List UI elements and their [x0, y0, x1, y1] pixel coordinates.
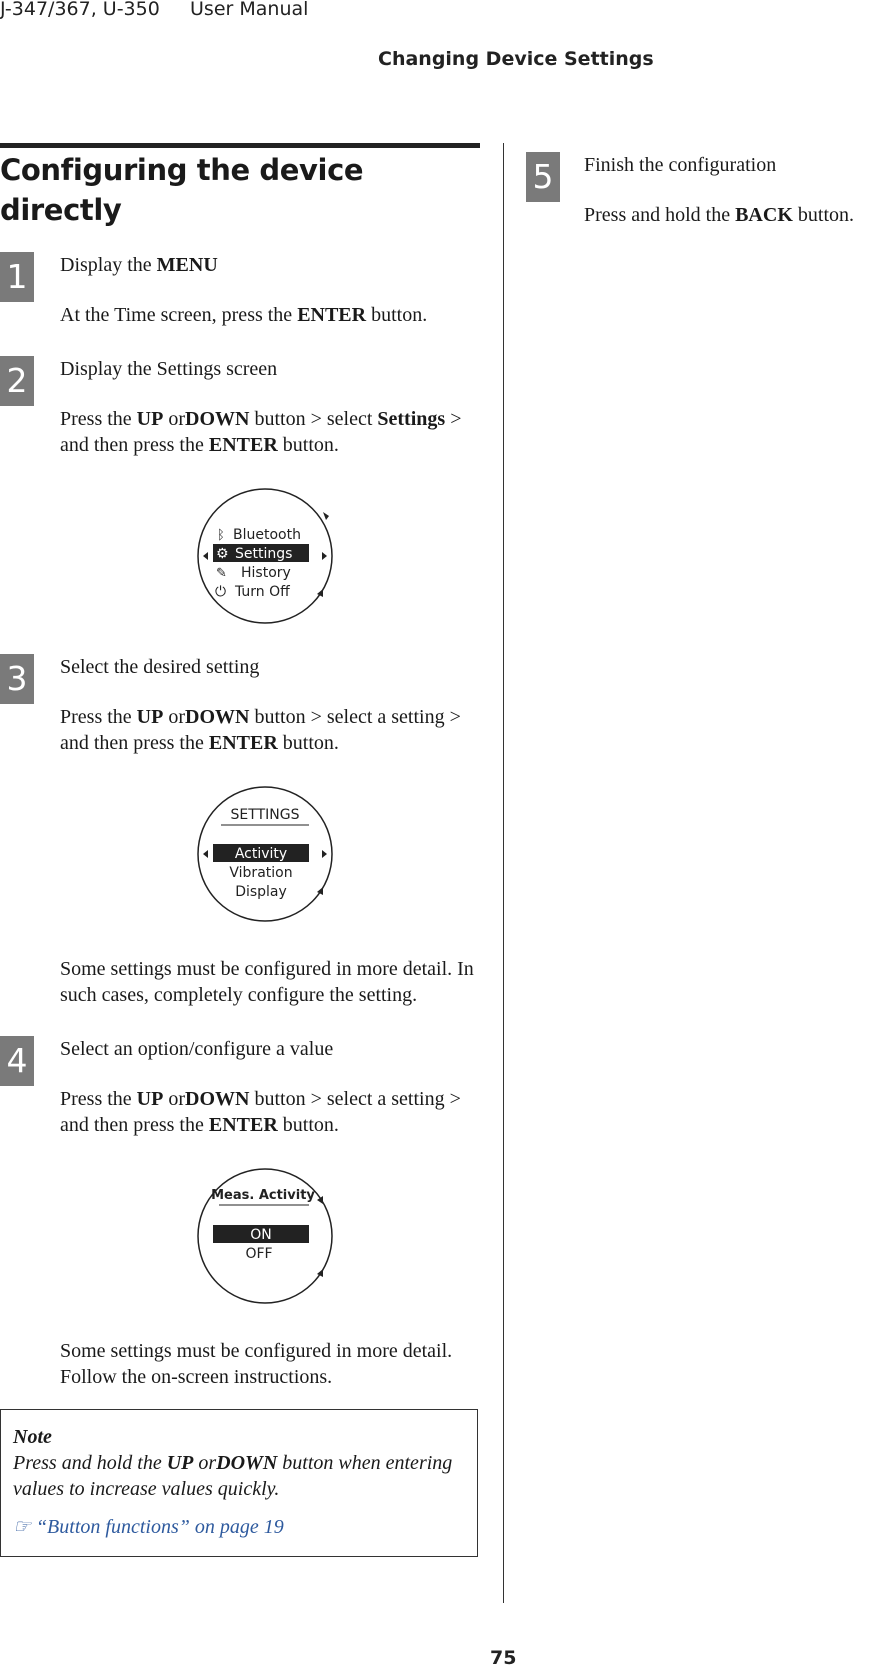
step-2	[0, 356, 480, 626]
page-number: 75	[490, 1647, 517, 1669]
step-number-badge: 3	[0, 654, 34, 704]
bluetooth-icon: ᛒ	[217, 528, 225, 543]
option-on: ON	[250, 1227, 272, 1243]
step-body: Press the UP orDOWN button > select a setting > and then press the ENTER button.	[60, 1088, 461, 1136]
history-icon: ✎	[216, 566, 227, 581]
menu-item-display: Display	[235, 884, 287, 900]
step-number-badge: 5	[526, 152, 560, 202]
step-heading: Select the desired setting	[60, 656, 260, 678]
watch-screen-menu	[195, 486, 335, 626]
note-link-text[interactable]: “Button functions” on page 19	[35, 1516, 284, 1538]
step-5	[526, 152, 876, 228]
right-column	[526, 152, 876, 228]
menu-item-activity: Activity	[234, 846, 288, 862]
menu-item-vibration: Vibration	[229, 865, 293, 881]
step-number-badge: 2	[0, 356, 34, 406]
menu-item-bluetooth: Bluetooth	[233, 527, 301, 543]
step-body: Press and hold the BACK button.	[584, 204, 855, 226]
column-divider	[503, 143, 504, 1603]
note-text: Press and hold the UP orDOWN button when entering values to increase values quickly.	[13, 1452, 453, 1500]
step-extra: Some settings must be configured in more detail. Follow the on-screen instructions.	[60, 1340, 453, 1388]
header-section: Changing Device Settings	[378, 48, 654, 70]
step-body: Press the UP orDOWN button > select a setting > and then press the ENTER button.	[60, 706, 461, 754]
step-number-badge: 4	[0, 1036, 34, 1086]
step-4	[0, 1036, 480, 1390]
screen-title: Meas. Activity	[211, 1188, 315, 1203]
step-heading: Finish the configuration	[584, 154, 777, 176]
note-box	[0, 1409, 478, 1557]
power-icon: ⏻	[215, 584, 227, 600]
watch-screen-option	[195, 1166, 335, 1306]
menu-item-history: History	[241, 565, 291, 581]
step-number-badge: 1	[0, 252, 34, 302]
step-3	[0, 654, 480, 1008]
gear-icon: ⚙	[216, 546, 229, 562]
header-product: J-347/367, U-350 User Manual	[0, 0, 309, 20]
step-body: Press the UP orDOWN button > select Settings > and then press the ENTER button.	[60, 408, 462, 456]
step-body: At the Time screen, press the ENTER button.	[60, 304, 428, 326]
left-column	[0, 143, 480, 1390]
hand-pointer-icon: ☞	[13, 1516, 31, 1538]
menu-item-settings: Settings	[235, 546, 293, 562]
step-heading: Display the MENU	[60, 254, 218, 276]
watch-screen-settings	[195, 784, 335, 924]
screen-title: SETTINGS	[230, 807, 300, 823]
note-title: Note	[13, 1426, 52, 1448]
step-extra: Some settings must be configured in more detail. In such cases, completely configure the setting.	[60, 958, 474, 1006]
step-heading: Select an option/configure a value	[60, 1038, 334, 1060]
page-title: Configuring the device directly	[0, 153, 364, 227]
option-off: OFF	[245, 1246, 273, 1262]
step-heading: Display the Settings screen	[60, 358, 278, 380]
arrow-indicator-icon	[323, 512, 329, 520]
menu-item-turn-off: Turn Off	[235, 584, 290, 600]
note-link[interactable]	[13, 1514, 465, 1540]
title-rule	[0, 143, 480, 148]
step-1	[0, 252, 480, 328]
